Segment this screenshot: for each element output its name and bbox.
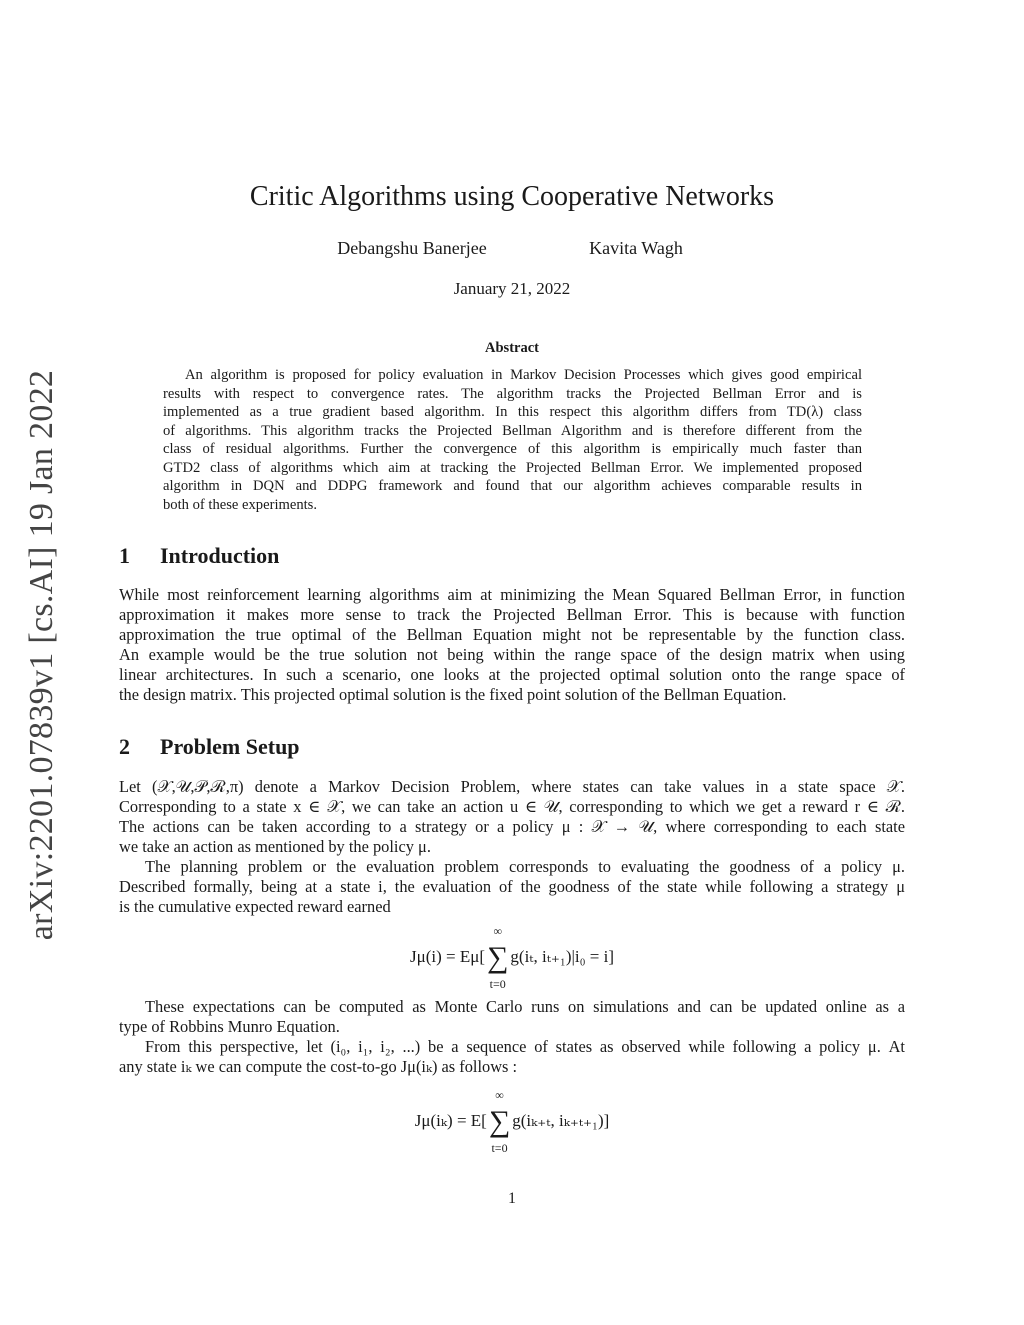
author-name: Debangshu Banerjee [337,238,487,258]
summation [489,1088,510,1156]
paper-date: January 21, 2022 [453,279,571,298]
text-line: approximation the true optimal of the Bellman Equation might not be representable by the function class. [119,625,905,644]
text-line: linear architectures. In such a scenario, one looks at the projected optimal solution onto the range space of [119,665,905,684]
page-number: 1 [508,1190,516,1207]
equation-lhs: Jμ(i) = Eμ[ [410,946,486,966]
abstract-body [163,366,862,514]
text-line: From this perspective, let (i₀, i₁, i₂, ...) be a sequence of states as observed while following a policy μ. At [145,1037,905,1056]
text-line: we take an action as mentioned by the policy μ. [119,837,431,856]
sum-upper-limit: ∞ [493,924,502,938]
text-line: An algorithm is proposed for policy evaluation in Markov Decision Processes which gives good empirical [185,367,862,383]
sum-symbol: ∑ [487,941,509,974]
summation [487,924,508,992]
text-line: These expectations can be computed as Monte Carlo runs on simulations and can be updated online as a [145,997,905,1016]
text-line: While most reinforcement learning algorithms aim at minimizing the Mean Squared Bellman Error, in function [119,585,905,604]
sum-lower-limit: t=0 [491,1141,508,1155]
sum-upper-limit: ∞ [495,1088,504,1102]
equation-rhs: g(iₖ₊ₜ, iₖ₊ₜ₊₁)] [512,1110,610,1130]
sum-lower-limit: t=0 [489,977,506,991]
text-line: The actions can be taken according to a strategy or a policy μ : 𝒳 → 𝒰, where corresponding to each state [119,817,905,836]
text-line: is the cumulative expected reward earned [119,897,391,916]
problem-setup-paragraph-2 [119,997,905,1077]
text-line: the design matrix. This projected optimal solution is the fixed point solution of the Bellman Equation. [119,685,787,704]
section-title: Problem Setup [160,734,300,759]
abstract-heading: Abstract [485,340,539,356]
text-line: results with respect to convergence rates. The algorithm tracks the Projected Bellman Error and is [163,385,862,402]
text-line: Corresponding to a state x ∈ 𝒳, we can take an action u ∈ 𝒰, corresponding to which we get a reward r ∈ ℛ. [119,797,905,816]
text-line: of algorithms. This algorithm tracks the Projected Bellman Algorithm and is therefore different from the [163,422,862,439]
equation-cost-to-go [0,1088,1024,1156]
text-line: implemented as a true gradient based algorithm. In this respect this algorithm differs from TD(λ) class [163,404,862,420]
text-line: any state iₖ we can compute the cost-to-go Jμ(iₖ) as follows : [119,1057,518,1076]
section-title: Introduction [160,543,280,568]
author-name: Kavita Wagh [589,238,683,258]
introduction-paragraph [119,585,905,705]
text-line: approximation it makes more sense to track the Projected Bellman Error. This is because with function [119,605,905,624]
equation-lhs: Jμ(iₖ) = E[ [414,1110,487,1130]
text-line: Described formally, being at a state i, the evaluation of the goodness of the state while following a strategy μ [119,877,905,896]
text-line: GTD2 class of algorithms which aim at tracking the Projected Bellman Error. We implemented proposed [163,459,862,476]
arxiv-stamp: arXiv:2201.07839v1 [cs.AI] 19 Jan 2022 [23,369,60,941]
section-number: 2 [119,734,130,759]
text-line: An example would be the true solution not being within the range space of the design matrix when using [119,645,905,664]
section-heading-introduction [119,543,279,569]
text-line: class of residual algorithms. Further the convergence of this algorithm is empirically much faster than [163,441,862,457]
equation-value-function [0,924,1024,992]
text-line: type of Robbins Munro Equation. [119,1017,340,1036]
problem-setup-paragraph [119,777,905,917]
sum-symbol: ∑ [488,1105,511,1138]
section-number: 1 [119,543,130,568]
text-line: algorithm in DQN and DDPG framework and found that our algorithm achieves comparable results in [163,478,862,494]
text-line: The planning problem or the evaluation problem corresponds to evaluating the goodness of a policy μ. [145,857,905,876]
section-heading-problem-setup [119,734,300,760]
paper-title: Critic Algorithms using Cooperative Networks [249,181,775,212]
equation-rhs: g(iₜ, iₜ₊₁)|i₀ = i] [510,946,614,966]
text-line: both of these experiments. [163,496,318,513]
text-line: Let (𝒳,𝒰,𝒫,ℛ,π) denote a Markov Decision Problem, where states can take values in a state space 𝒳. [119,777,905,796]
